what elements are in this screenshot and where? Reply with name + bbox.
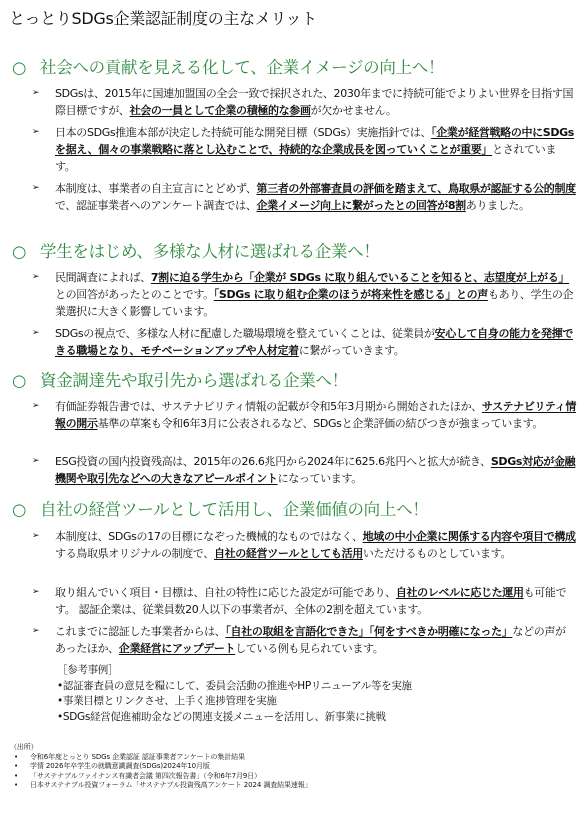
bullet-item bbox=[32, 269, 576, 320]
section-heading-text: 社会への貢献を見える化して、企業イメージの向上へ！ bbox=[40, 58, 445, 77]
bullet-item bbox=[32, 325, 576, 359]
body-text: もあり、学生の企業選択に大きく影響しています。 bbox=[55, 288, 574, 318]
body-text: SDGsは、2015年に国連加盟国の全会一致で採択された、2030年までに持続可能でよりよい世界を目指す国際目標ですが、 bbox=[55, 87, 574, 117]
body-text: 本制度は、SDGsの17の目標になぞった機械的なものではなく、 bbox=[55, 530, 363, 543]
arrow-bullet-icon: ➢ bbox=[32, 88, 40, 98]
section-heading bbox=[12, 241, 380, 263]
circle-icon: ○ bbox=[12, 500, 27, 519]
reference-examples bbox=[57, 663, 577, 725]
bullet-icon: • bbox=[14, 752, 19, 761]
bullet-item bbox=[32, 398, 576, 432]
body-text: とされています。 bbox=[55, 143, 556, 173]
arrow-bullet-icon: ➢ bbox=[32, 531, 40, 541]
emphasized-text: 企業イメージ向上に繋がったとの回答が8割 bbox=[256, 199, 466, 212]
bullet-icon: • bbox=[14, 762, 19, 770]
body-text: 民間調査によれば、 bbox=[55, 271, 151, 284]
arrow-bullet-icon: ➢ bbox=[32, 183, 40, 193]
bullet-item bbox=[32, 180, 576, 214]
bullet-item bbox=[32, 528, 576, 562]
sources-heading: （出所） bbox=[10, 743, 38, 751]
bullet-item-text bbox=[55, 269, 576, 320]
emphasized-text: 企業経営にアップデート bbox=[118, 642, 236, 655]
section-heading bbox=[12, 370, 348, 392]
source-line: • 日本サステナブル投資フォーラム「サステナブル投資残高アンケート 2024 調査結果速報」 bbox=[14, 781, 312, 789]
body-text: これまでに認証した事業者からは、 bbox=[55, 625, 226, 638]
bullet-item-text bbox=[55, 623, 576, 657]
bullet-item-text bbox=[55, 124, 576, 175]
body-text: 有価証券報告書では、サステナビリティ情報の記載が令和5年3月期から開始されたほか、 bbox=[55, 400, 482, 413]
reference-line: •事業目標とリンクさせ、上手く進捗管理を実施 bbox=[57, 695, 277, 707]
arrow-bullet-icon: ➢ bbox=[32, 127, 40, 137]
bullet-item-text bbox=[55, 398, 576, 432]
emphasized-text: SDGs対応が金融機関や取引先などへの大きなアピールポイント bbox=[55, 455, 576, 485]
emphasized-text: サステナビリティ情報の開示 bbox=[55, 400, 576, 430]
body-text: も可能です。 認証企業は、従業員数20人以下の事業者が、全体の2割を超えています。 bbox=[55, 586, 567, 616]
body-text: している例も見られています。 bbox=[235, 642, 384, 655]
circle-icon: ○ bbox=[12, 242, 27, 261]
page-title: とっとりSDGs企業認証制度の主なメリット bbox=[9, 9, 317, 28]
arrow-bullet-icon: ➢ bbox=[32, 272, 40, 282]
sources-block bbox=[10, 743, 580, 791]
circle-icon: ○ bbox=[12, 371, 27, 390]
body-text: いただけるものとしています。 bbox=[362, 547, 512, 560]
body-text: が欠かせません。 bbox=[310, 104, 397, 117]
body-text: 日本のSDGs推進本部が決定した持続可能な開発目標（SDGs）実施指針では、 bbox=[55, 126, 432, 139]
body-text: になっています。 bbox=[277, 472, 362, 485]
bullet-item-text bbox=[55, 325, 576, 359]
reference-line: •SDGs経営促進補助金などの関連支援メニューを活用し、新事業に挑戦 bbox=[57, 710, 386, 723]
section-heading-text: 資金調達先や取引先から選ばれる企業へ！ bbox=[40, 371, 348, 390]
section-heading-text: 自社の経営ツールとして活用し、企業価値の向上へ！ bbox=[40, 500, 429, 519]
arrow-bullet-icon: ➢ bbox=[32, 456, 40, 466]
emphasized-text: 地域の中小企業に関係する内容や項目で構成 bbox=[362, 530, 576, 543]
bullet-item bbox=[32, 85, 576, 119]
bullet-item bbox=[32, 584, 576, 618]
bullet-item-text bbox=[55, 85, 576, 119]
emphasized-text: 7割に迫る学生から「企業が SDGs に取り組んでいることを知ると、志望度が上がる」 bbox=[150, 271, 570, 284]
body-text: などの声があったほか、 bbox=[55, 625, 566, 655]
emphasized-text: 「SDGs に取り組む企業のほうが将来性を感じる」との声 bbox=[213, 288, 488, 301]
body-text: 基準の草案も令和6年3月に公表されるなど、SDGsと企業評価の結びつきが強まっています。 bbox=[97, 417, 544, 430]
body-text: 取り組んでいく項目・目標は、自社の特性に応じた設定が可能であり、 bbox=[55, 586, 396, 599]
bullet-item-text bbox=[55, 528, 576, 562]
circle-icon: ○ bbox=[12, 58, 27, 77]
reference-heading: ［参考事例］ bbox=[57, 664, 119, 676]
body-text: で、認証事業者へのアンケート調査では、 bbox=[55, 199, 257, 212]
body-text: に繋がっていきます。 bbox=[298, 344, 405, 357]
bullet-item bbox=[32, 124, 576, 175]
body-text: する鳥取県オリジナルの制度で、 bbox=[55, 547, 214, 560]
bullet-item-text bbox=[55, 453, 576, 487]
bullet-icon: • bbox=[14, 781, 19, 789]
source-line: • 令和6年度とっとり SDGs 企業認証 認証事業者アンケートの集計結果 bbox=[14, 752, 245, 761]
emphasized-text: 自社のレベルに応じた運用 bbox=[395, 586, 524, 599]
body-text: ESG投資の国内投資残高は、2015年の26.6兆円から2024年に625.6兆円へと拡大が続き、 bbox=[55, 455, 491, 468]
emphasized-text: 第三者の外部審査員の評価を踏まえて、鳥取県が認証する公的制度 bbox=[256, 182, 576, 195]
arrow-bullet-icon: ➢ bbox=[32, 401, 40, 411]
bullet-item-text bbox=[55, 180, 576, 214]
bullet-item bbox=[32, 453, 576, 487]
body-text: との回答があったとのことです。 bbox=[55, 288, 214, 301]
emphasized-text: 「自社の取組を言語化できた」「何をすべきか明確になった」 bbox=[225, 625, 513, 638]
emphasized-text: 「企業が経営戦略の中にSDGsを据え、個々の事業戦略に落とし込むことで、持続的な企業成長を図っていくことが重要」 bbox=[55, 126, 575, 156]
bullet-item bbox=[32, 623, 576, 657]
emphasized-text: 社会の一員として企業の積極的な参画 bbox=[129, 104, 311, 117]
body-text: ありました。 bbox=[465, 199, 530, 212]
arrow-bullet-icon: ➢ bbox=[32, 328, 40, 338]
body-text: SDGsの視点で、多様な人材に配慮した職場環境を整えていくことは、従業員が bbox=[55, 327, 435, 340]
emphasized-text: 安心して自身の能力を発揮できる職場となり、モチベーションアップや人材定着 bbox=[55, 327, 573, 357]
arrow-bullet-icon: ➢ bbox=[32, 626, 40, 636]
source-line: • 学情 2026年卒学生の就職意識調査(SDGs)2024年10月版 bbox=[14, 762, 210, 770]
body-text: 本制度は、事業者の自主宣言にとどめず、 bbox=[55, 182, 257, 195]
reference-line: •認証審査員の意見を糧にして、委員会活動の推進やHPリニューアル等を実施 bbox=[57, 679, 412, 692]
arrow-bullet-icon: ➢ bbox=[32, 587, 40, 597]
bullet-item-text bbox=[55, 584, 576, 618]
emphasized-text: 自社の経営ツールとしても活用 bbox=[213, 547, 363, 560]
section-heading bbox=[12, 57, 444, 79]
bullet-icon: • bbox=[14, 771, 19, 780]
source-line: • 「サステナブルファイナンス有識者会議 第四次報告書」（令和6年7月9日） bbox=[14, 771, 262, 780]
section-heading-text: 学生をはじめ、多様な人材に選ばれる企業へ！ bbox=[40, 242, 380, 261]
section-heading bbox=[12, 499, 428, 521]
